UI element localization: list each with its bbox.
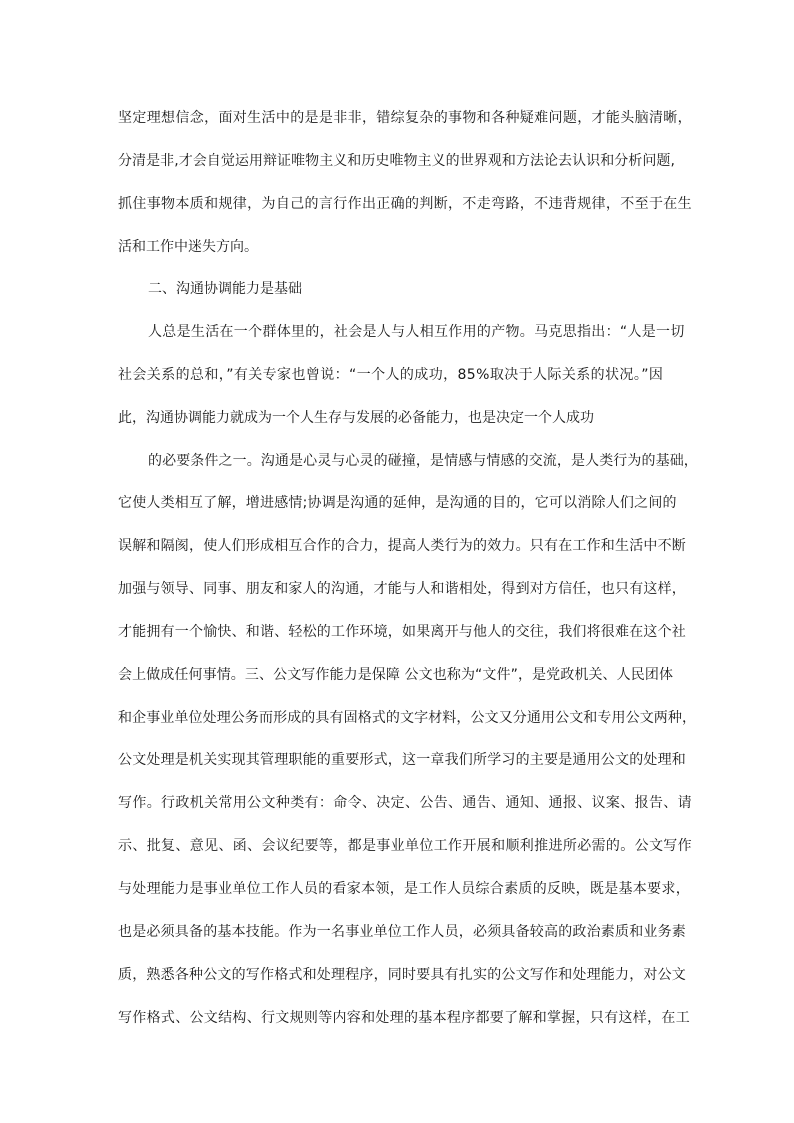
- paragraph-line: 抓住事物本质和规律，为自己的言行作出正确的判断，不走弯路，不违背规律，不至于在生: [118, 196, 692, 212]
- paragraph-line: 活和工作中迷失方向。: [118, 239, 258, 255]
- paragraph-line: 加强与领导、同事、朋友和家人的沟通，才能与人和谐相处，得到对方信任，也只有这样，: [118, 581, 686, 597]
- paragraph-line: 示、批复、意见、函、会议纪要等，都是事业单位工作开展和顺利推进所必需的。公文写作: [118, 838, 692, 854]
- paragraph-line: 坚定理想信念，面对生活中的是是非非，错综复杂的事物和各种疑难问题，才能头脑清晰，: [118, 110, 692, 126]
- paragraph-line: 写作。行政机关常用公文种类有：命令、决定、公告、通告、通知、通报、议案、报告、请: [118, 795, 692, 811]
- paragraph-line: 写作格式、公文结构、行文规则等内容和处理的基本程序都要了解和掌握，只有这样，在工: [118, 1010, 690, 1026]
- paragraph-line: 人总是生活在一个群体里的，社会是人与人相互作用的产物。马克思指出：“人是一切: [148, 324, 685, 340]
- paragraph-line: 此，沟通协调能力就成为一个人生存与发展的必备能力，也是决定一个人成功: [118, 410, 594, 426]
- paragraph-line: 与处理能力是事业单位工作人员的看家本领，是工作人员综合素质的反映，既是基本要求，: [118, 881, 690, 897]
- paragraph-line: 也是必须具备的基本技能。作为一名事业单位工作人员，必须具备较高的政治素质和业务素: [118, 924, 686, 940]
- paragraph-line: 社会关系的总和，”有关专家也曾说：“一个人的成功，85%取决于人际关系的状况。”因: [118, 367, 664, 383]
- paragraph-line: 会上做成任何事情。三、公文写作能力是保障 公文也称为“文件”，是党政机关、人民团体: [118, 667, 674, 683]
- paragraph-line: 公文处理是机关实现其管理职能的重要形式，这一章我们所学习的主要是通用公文的处理和: [118, 752, 686, 768]
- paragraph-line: 误解和隔阂，使人们形成相互合作的合力，提高人类行为的效力。只有在工作和生活中不断: [118, 538, 686, 554]
- paragraph-line: 的必要条件之一。沟通是心灵与心灵的碰撞，是情感与情感的交流，是人类行为的基础，: [148, 453, 698, 469]
- paragraph-line: 才能拥有一个愉快、和谐、轻松的工作环境，如果离开与他人的交往，我们将很难在这个社: [118, 624, 686, 640]
- paragraph-line: 分清是非,才会自觉运用辩证唯物主义和历史唯物主义的世界观和方法论去认识和分析问题,: [118, 153, 675, 169]
- paragraph-line: 它使人类相互了解，增进感情;协调是沟通的延伸，是沟通的目的，它可以消除人们之间的: [118, 495, 677, 511]
- section-heading: 二、沟通协调能力是基础: [148, 281, 302, 297]
- paragraph-line: 和企事业单位处理公务而形成的具有固格式的文字材料，公文又分通用公文和专用公文两种，: [118, 710, 697, 726]
- paragraph-line: 质，熟悉各种公文的写作格式和处理程序，同时要具有扎实的公文写作和处理能力，对公文: [118, 967, 686, 983]
